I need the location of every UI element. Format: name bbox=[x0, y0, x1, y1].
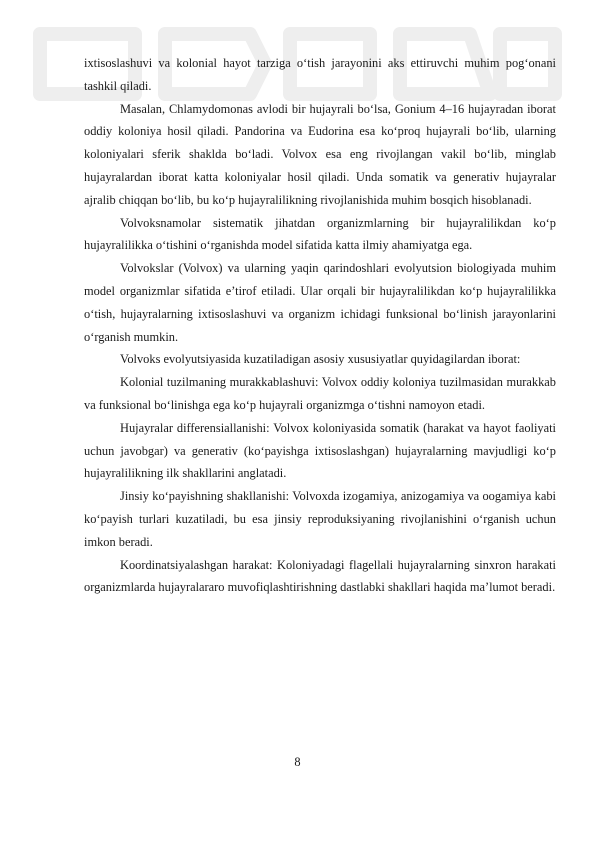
document-body bbox=[84, 52, 556, 599]
paragraph-sexual-reproduction: Jinsiy ko‘payishning shakllanishi: Volvoxda izogamiya, anizogamiya va oogamiya kabi ko‘payish turlari kuzatiladi, bu esa jinsiy reproduksiyaning rivojlanishini o‘rganish uchun imkon beradi. bbox=[84, 489, 556, 549]
page-number: 8 bbox=[294, 755, 301, 769]
paragraph-colony-examples: Masalan, Chlamydomonas avlodi bir hujayrali bo‘lsa, Gonium 4–16 hujayradan iborat oddiy koloniya hosil qiladi. Pandorina va Eudorina esa ko‘proq hujayrali bo‘lib, ularning koloniyalari sferik shaklda bo‘ladi. Volvox esa eng rivojlangan vakil bo‘lib, minglab hujayralardan iborat katta koloniyalar hosil qiladi. Unda somatik va generativ hujayralar ajralib chiqqan bo‘lib, bu ko‘p hujayralilikning rivojlanishida muhim bosqich hisoblanadi. bbox=[84, 101, 556, 207]
paragraph-systematics: Volvoksnamolar sistematik jihatdan organizmlarning bir hujayralilikdan ko‘p hujayralilikka o‘tishini o‘rganishda model sifatida katta ilmiy ahamiyatga ega. bbox=[84, 215, 556, 253]
paragraph-coordinated-movement: Koordinatsiyalashgan harakat: Koloniyadagi flagellali hujayralarning sinxron harakati organizmlarda hujayralararo muvofiqlashtirishning dastlabki shakllari haqida ma’lumot beradi. bbox=[84, 557, 556, 595]
paragraph-features-intro: Volvoks evolyutsiyasida kuzatiladigan asosiy xususiyatlar quyidagilardan iborat: bbox=[120, 352, 521, 367]
paragraph-colonial-structure: Kolonial tuzilmaning murakkablashuvi: Volvox oddiy koloniya tuzilmasidan murakkab va funksional bo‘linishga ega ko‘p hujayrali organizmga o‘tishni namoyon etadi. bbox=[84, 375, 556, 412]
paragraph-model-organisms: Volvokslar (Volvox) va ularning yaqin qarindoshlari evolyutsion biologiyada muhim model organizmlar sifatida e’tirof etiladi. Ular orqali bir hujayralilikdan ko‘p hujayralilikka o‘tish, hujayralarning ixtisoslashuvi va organizm ichidagi funksional bo‘linish jarayonlarini o‘rganish mumkin. bbox=[84, 261, 556, 344]
paragraph-continuation: ixtisoslashuvi va kolonial hayot tarziga o‘tish jarayonini aks ettiruvchi muhim pog‘onani tashkil qiladi. bbox=[84, 56, 556, 93]
paragraph-cell-differentiation: Hujayralar differensiallanishi: Volvox koloniyasida somatik (harakat va hayot faoliyati uchun javobgar) va generativ (ko‘payishga ixtisoslashgan) hujayralarning mavjudligi ko‘p hujayralilikning ilk shakllarini anglatadi. bbox=[84, 420, 556, 481]
